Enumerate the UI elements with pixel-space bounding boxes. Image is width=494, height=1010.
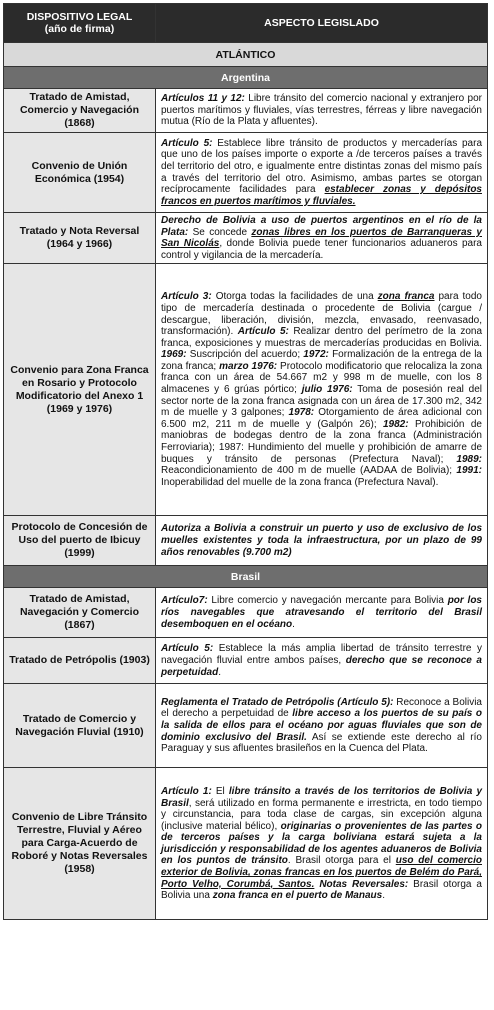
legislated-aspect bbox=[156, 516, 488, 566]
legislated-aspect bbox=[156, 133, 488, 213]
table-row bbox=[4, 133, 488, 213]
text-segment: , será utilizado en forma permanente e irrestricta, en todo tiempo y circunstancia, para toda clase de cargas, sin excepción alguna (inclusive material bélico), bbox=[161, 797, 482, 832]
legal-instrument: Tratado de Amistad, Navegación y Comercio (1867) bbox=[4, 588, 156, 638]
text-segment: Autoriza a Bolivia a construir un puerto y uso de exclusivo de los muelles existentes y toda la infraestructura, por un plazo de 99 años renovables (9.700 m2) bbox=[161, 523, 482, 558]
text-segment: Toma de posesión real del sector norte de la zona franca asignada con un área de 17.300 m2, 342 m de muelle y 3 galpones; bbox=[161, 384, 483, 419]
text-segment: derecho que se reconoce a perpetuidad bbox=[161, 655, 482, 678]
table-header-row bbox=[4, 4, 488, 43]
text-segment: Artículo 5: bbox=[237, 326, 289, 338]
text-segment: Otorgamiento de área adicional con 6.500 m2, 211 m de muelle y (Galpón 26); bbox=[161, 407, 482, 430]
legal-table bbox=[3, 3, 488, 920]
table-row bbox=[4, 768, 488, 920]
text-segment: Artículo 5: bbox=[161, 643, 214, 655]
text-segment: establecer zonas y depósitos francos en puertos marítimos y fluviales. bbox=[161, 184, 482, 207]
text-segment: Se concede bbox=[188, 226, 252, 238]
text-segment: Brasil otorga a Bolivia una bbox=[161, 878, 482, 902]
text-segment: El bbox=[211, 785, 229, 797]
legislated-aspect bbox=[156, 213, 488, 264]
text-segment: . bbox=[382, 890, 385, 902]
text-segment: julio 1976: bbox=[301, 384, 353, 396]
text-segment: Reacondicionamiento de 400 m de muelle (AADAA de Bolivia); bbox=[161, 465, 457, 477]
text-segment: Reglamenta el Tratado de Petrópolis (Artículo 5): bbox=[161, 696, 394, 708]
legal-instrument: Tratado y Nota Reversal (1964 y 1966) bbox=[4, 213, 156, 264]
legal-instrument: Tratado de Amistad, Comercio y Navegación (1868) bbox=[4, 89, 156, 133]
text-segment: originarias o provenientes de las partes o de terceros países y la carga boliviana estará sujeta a la jurisdicción y responsabilidad de los agentes aduaneros de Bolivia en los puntos de tránsito bbox=[161, 820, 482, 867]
legislated-aspect bbox=[156, 588, 488, 638]
table-row bbox=[4, 684, 488, 768]
legislated-aspect bbox=[156, 89, 488, 133]
table-row bbox=[4, 588, 488, 638]
table-row bbox=[4, 213, 488, 264]
legislated-aspect bbox=[156, 768, 488, 920]
legislated-aspect bbox=[156, 638, 488, 684]
header-col-aspecto: ASPECTO LEGISLADO bbox=[156, 4, 488, 43]
country-label-argentina: Argentina bbox=[4, 67, 488, 89]
text-segment: 1991: bbox=[456, 465, 482, 477]
table-row bbox=[4, 89, 488, 133]
legal-instrument: Protocolo de Concesión de Uso del puerto de Ibicuy (1999) bbox=[4, 516, 156, 566]
legal-instrument: Convenio de Unión Económica (1954) bbox=[4, 133, 156, 213]
country-label-brasil: Brasil bbox=[4, 566, 488, 588]
text-segment: libre acceso a los puertos de su país o la salida de ellos para el océano por aguas fluviales que son de dominio exclusivo del Brasil. bbox=[161, 708, 482, 743]
legal-instrument: Convenio para Zona Franca en Rosario y Protocolo Modificatorio del Anexo 1 (1969 y 1976) bbox=[4, 264, 156, 516]
text-segment: Prohibición de maniobras de bodegas dentro de la zona franca (Administración Ferroviaria); 1987: Hundimiento del muelle y prohibición de amarre de buques y tránsito de personas (Prefectura Naval); bbox=[161, 418, 482, 465]
text-segment: 1982: bbox=[383, 418, 409, 430]
text-segment: 1972: bbox=[303, 349, 329, 361]
text-segment: Reconoce a Bolivia el derecho a perpetuidad de bbox=[161, 696, 482, 720]
legislated-aspect bbox=[156, 264, 488, 516]
text-segment: Artículo 1: bbox=[161, 785, 212, 797]
text-segment: Protocolo modificatorio que relocaliza la zona franca con un área de 54.667 m2 y 998 m de muelle, con los 8 almacenes y 6 grúas pórtico; bbox=[161, 360, 483, 396]
table-row bbox=[4, 638, 488, 684]
text-segment: Libre tránsito del comercio nacional y extranjero por puertos marítimos y fluviales, vías terrestres, férreas y libre navegación mutua (Río de la Plata y afluentes). bbox=[161, 93, 482, 128]
text-segment: . Brasil otorga para el bbox=[287, 855, 396, 867]
text-segment: , donde Bolivia puede tener funcionarios aduaneros para control y vigilancia de la mercadería. bbox=[161, 238, 482, 261]
legal-instrument: Tratado de Petrópolis (1903) bbox=[4, 638, 156, 684]
region-label: ATLÁNTICO bbox=[4, 43, 488, 67]
text-segment: Libre comercio y navegación mercante para Bolivia bbox=[207, 595, 448, 607]
text-segment: Establece libre tránsito de productos y mercaderías para que uno de los países importe o exporte a /de terceros países a través del territorio del otro, e igualmente entre distintas zonas del mismo país a través del territorio del otro. Asimismo, ambas partes se otorgan recíprocamente facilidades para bbox=[161, 137, 483, 196]
text-segment: para todo tipo de mercadería destinada o procedente de Bolivia (cargue / descargue, liberación, división, mezcla, envasado, reenvasado, transformación). bbox=[161, 291, 482, 338]
text-segment: zonas libres en los puertos de Barranqueras y San Nicolás bbox=[161, 226, 482, 250]
text-segment: zona franca bbox=[377, 291, 435, 303]
text-segment: Artículo7: bbox=[161, 595, 208, 607]
text-segment: Derecho de Bolivia a uso de puertos argentinos en el río de la Plata: bbox=[161, 215, 482, 238]
legislated-aspect bbox=[156, 684, 488, 768]
text-segment: Así se extiende este derecho al río Paraguay y sus afluentes brasileños en la Cuenca del Plata. bbox=[161, 731, 482, 755]
text-segment: Suscripción del acuerdo; bbox=[186, 349, 304, 361]
text-segment: Establece la más amplia libertad de tránsito terrestre y navegación fluvial entre ambos países, bbox=[161, 643, 482, 667]
country-row-brasil bbox=[4, 566, 488, 588]
table-row bbox=[4, 516, 488, 566]
text-segment: Realizar dentro del perímetro de la zona franca, exposiciones y muestras de mercaderías producidas en Bolivia. bbox=[161, 326, 482, 349]
text-segment: Formalización de la entrega de la zona franca; bbox=[161, 349, 482, 372]
legal-instrument: Convenio de Libre Tránsito Terrestre, Fluvial y Aéreo para Carga-Acuerdo de Roboré y Notas Reversales (1958) bbox=[4, 768, 156, 920]
table-row bbox=[4, 264, 488, 516]
text-segment: Inoperabilidad del muelle de la zona franca (Prefectura Naval). bbox=[161, 476, 439, 488]
text-segment: Artículo 5: bbox=[161, 137, 213, 149]
text-segment: Artículos 11 y 12: bbox=[161, 93, 245, 105]
text-segment: por los ríos navegables que atravesando el territorio del Brasil desemboquen en el océano bbox=[161, 595, 482, 630]
text-segment: . bbox=[218, 666, 222, 678]
country-row-argentina bbox=[4, 67, 488, 89]
text-segment: marzo 1976: bbox=[219, 360, 278, 372]
legal-instrument: Tratado de Comercio y Navegación Fluvial (1910) bbox=[4, 684, 156, 768]
text-segment: 1978: bbox=[288, 407, 315, 419]
text-segment: libre tránsito a través de los territorios de Bolivia y Brasil bbox=[161, 785, 482, 809]
text-segment: 1969: bbox=[161, 349, 187, 361]
text-segment: 1989: bbox=[456, 453, 482, 465]
text-segment: Notas Reversales: bbox=[319, 878, 409, 890]
text-segment: . bbox=[292, 618, 295, 630]
text-segment: zona franca en el puerto de Manaus bbox=[212, 890, 383, 902]
text-segment: Artículo 3: bbox=[161, 291, 212, 303]
header-col-dispositivo: DISPOSITIVO LEGAL (año de firma) bbox=[4, 4, 156, 43]
region-row bbox=[4, 43, 488, 67]
text-segment: Otorga todas la facilidades de una bbox=[211, 291, 378, 303]
text-segment: uso del comercio exterior de Bolivia, zonas francas en los puertos de Belém do Pará, Porto Velho, Corumbá, Santos. bbox=[161, 855, 482, 890]
